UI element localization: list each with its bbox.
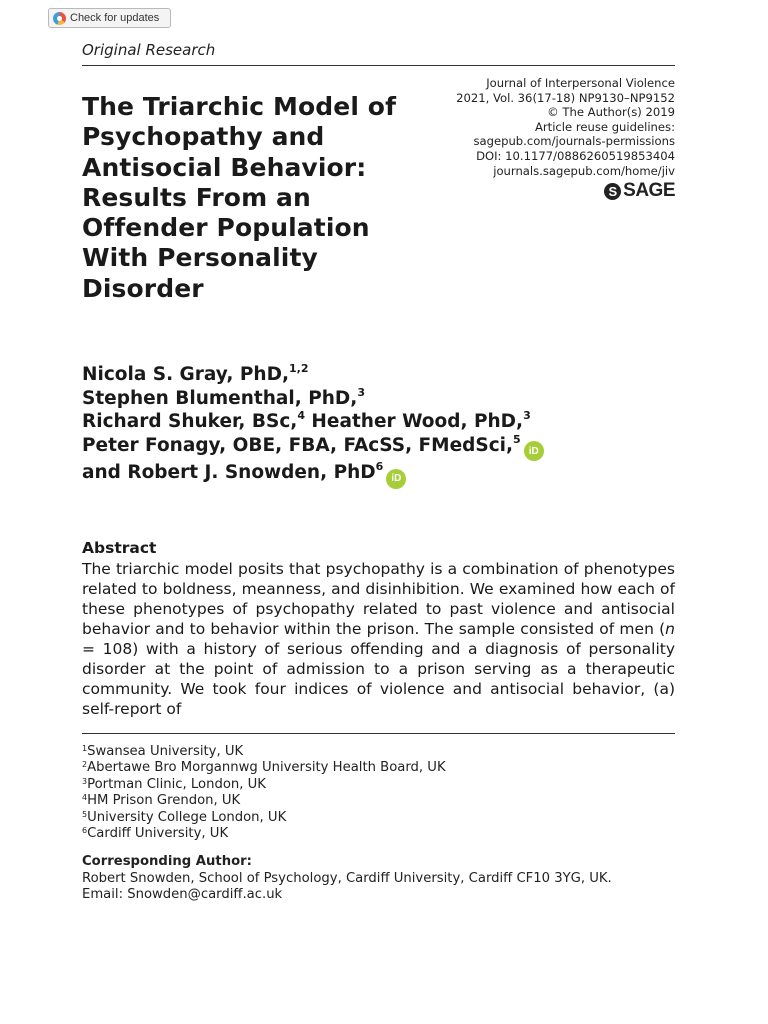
- affiliation-text: University College London, UK: [87, 809, 287, 825]
- affiliation-text: Portman Clinic, London, UK: [87, 776, 266, 792]
- author-affiliation-ref: 3: [357, 385, 365, 399]
- footnote-divider: [82, 733, 675, 734]
- affiliation-item: [82, 777, 446, 793]
- article-title: The Triarchic Model of Psychopathy and Antisocial Behavior: Results From an Offender Population With Personality Disorder: [82, 92, 397, 303]
- affiliation-text: Abertawe Bro Morgannwg University Health Board, UK: [87, 760, 446, 776]
- affiliation-number: 1: [82, 744, 88, 753]
- author-affiliation-ref: 6: [375, 460, 384, 474]
- permissions-link[interactable]: sagepub.com/journals-permissions: [473, 134, 675, 149]
- corresponding-author-label: Corresponding Author:: [82, 854, 252, 869]
- copyright-line: © The Author(s) 2019: [547, 105, 675, 120]
- sample-size-symbol: n: [665, 620, 675, 638]
- affiliation-number: 6: [82, 826, 88, 836]
- author-line: [82, 363, 682, 387]
- abstract-heading: Abstract: [82, 539, 157, 557]
- affiliation-number: 3: [82, 776, 88, 786]
- abstract-text-part: The triarchic model posits that psychopathy is a combination of phenotypes related to boldness, meanness, and disinhibition. We examined how each of these phenotypes of psychopathy related to past violence and antisocial behavior and to behavior within the prison. The sample consisted of men (: [82, 560, 675, 638]
- affiliation-number: 5: [82, 809, 88, 819]
- reuse-guidelines-label: Article reuse guidelines:: [534, 119, 675, 134]
- journal-home-link[interactable]: journals.sagepub.com/home/jiv: [493, 163, 675, 178]
- affiliation-item: [82, 744, 446, 760]
- author-affiliation-ref: 1,2: [289, 362, 309, 375]
- affiliation-item: [82, 826, 446, 842]
- check-for-updates-button[interactable]: [48, 8, 171, 28]
- author-affiliation-ref: 4: [297, 409, 305, 422]
- author-line: [82, 387, 682, 411]
- author-list: [82, 363, 682, 489]
- affiliation-item: [82, 760, 446, 776]
- publisher-name: SAGE: [623, 180, 675, 201]
- affiliation-number: 2: [82, 760, 88, 770]
- article-type-label: Original Research: [82, 41, 216, 59]
- affiliation-number: 4: [82, 793, 88, 803]
- author-name: Peter Fonagy, OBE, FBA, FAcSS, FMedSci,: [82, 434, 514, 456]
- journal-metadata: [456, 76, 675, 178]
- affiliation-text: Cardiff University, UK: [87, 826, 229, 842]
- orcid-icon[interactable]: iD: [524, 441, 544, 461]
- journal-name: Journal of Interpersonal Violence: [486, 76, 675, 90]
- doi-link[interactable]: DOI: 10.1177/0886260519853404: [476, 148, 675, 163]
- corresponding-author-email[interactable]: Email: Snowden@cardiff.ac.uk: [82, 887, 283, 903]
- affiliation-item: [82, 793, 446, 809]
- author-name: Nicola S. Gray, PhD,: [82, 364, 289, 385]
- crossmark-icon: [53, 12, 66, 25]
- sage-logo-mark-icon: S: [604, 183, 621, 200]
- journal-volume: 2021, Vol. 36(17-18) NP9130–NP9152: [456, 90, 675, 105]
- affiliation-item: [82, 810, 446, 826]
- orcid-icon[interactable]: iD: [386, 469, 406, 489]
- affiliation-text: Swansea University, UK: [87, 744, 244, 759]
- abstract-text-part: = 108) with a history of serious offending and a diagnosis of personality disorder at the point of admission to a prison serving as a therapeutic community. We took four indices of violence and antisocial behavior, (a) self-report of: [82, 640, 675, 718]
- author-name: Richard Shuker, BSc,: [82, 411, 298, 432]
- corresponding-author: [82, 854, 612, 904]
- check-for-updates-label: Check for updates: [70, 12, 160, 24]
- affiliations-list: [82, 744, 446, 842]
- author-name: and Robert J. Snowden, PhD: [82, 462, 376, 484]
- header-divider: [82, 65, 675, 66]
- author-affiliation-ref: 5: [513, 432, 521, 446]
- author-line: [82, 434, 682, 462]
- abstract-body: [82, 559, 675, 718]
- author-name: Heather Wood, PhD,: [304, 411, 524, 432]
- author-line: [82, 410, 682, 434]
- author-line: [82, 461, 682, 489]
- author-name: Stephen Blumenthal, PhD,: [82, 387, 358, 409]
- sage-logo: [604, 180, 675, 202]
- affiliation-text: HM Prison Grendon, UK: [87, 793, 241, 809]
- author-affiliation-ref: 3: [523, 409, 531, 422]
- corresponding-author-address: Robert Snowden, School of Psychology, Cardiff University, Cardiff CF10 3YG, UK.: [82, 870, 612, 886]
